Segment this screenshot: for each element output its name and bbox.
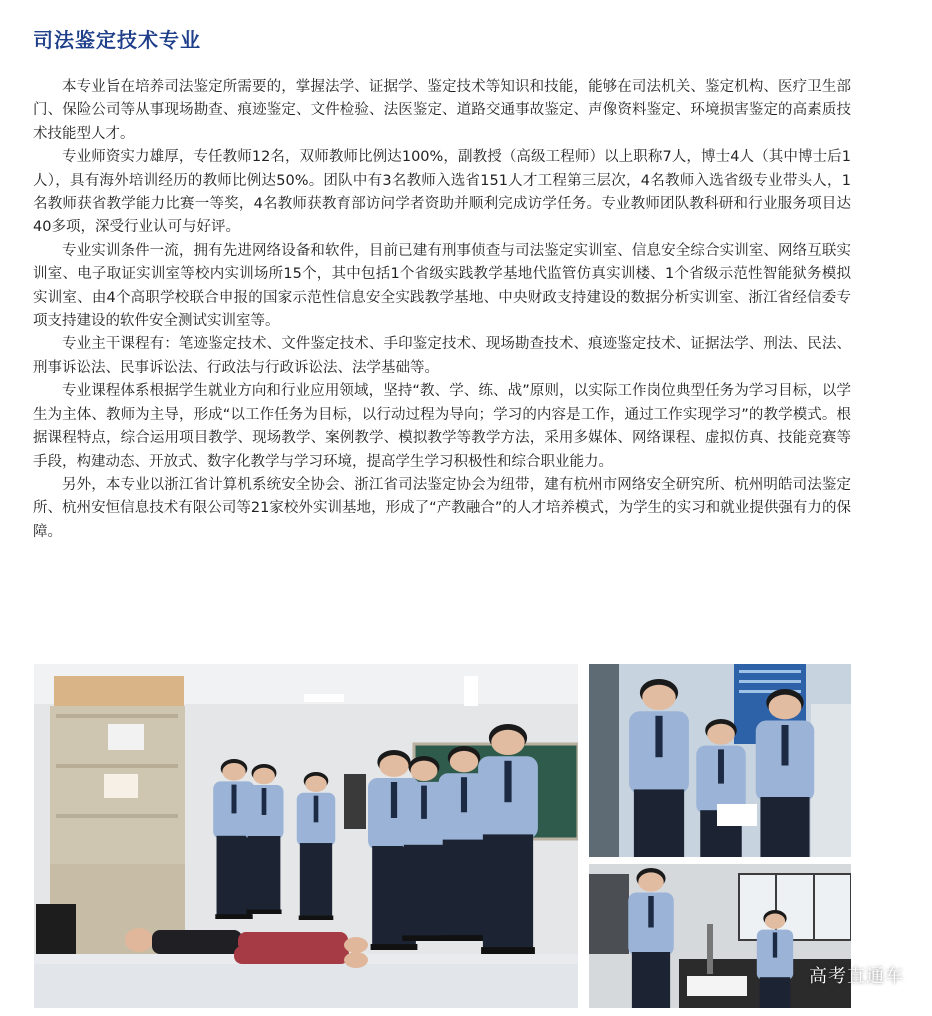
person-figure — [478, 724, 538, 954]
paragraph-courses: 专业主干课程有：笔迹鉴定技术、文件鉴定技术、手印鉴定技术、现场勘查技术、痕迹鉴定技术、证据法学、刑法、民法、刑事诉讼法、民事诉讼法、行政法与行政诉讼法、法学基础等。 — [33, 336, 851, 376]
training-lab-photo — [34, 664, 578, 1008]
person-figure — [245, 764, 284, 914]
paragraph-curriculum: 专业课程体系根据学生就业方向和行业应用领域，坚持“教、学、练、战”原则，以实际工作岗位典型任务为学习目标，以学生为主体、教师为主导，形成“以工作任务为目标，以行动过程为导向；学习的内容是工作，通过工作实现学习”的教学模式。根据课程特点，综合运用项目教学、现场教学、案例教学、模拟教学等教学方法，采用多媒体、网络课程、虚拟仿真、技能竞赛等手段，构建动态、开放式、数字化教学与学习环境，提高学生学习积极性和综合职业能力。 — [33, 383, 851, 470]
article-body — [33, 76, 851, 544]
section-title: 司法鉴定技术专业 — [33, 28, 201, 52]
watermark-text: 高考直通车 — [809, 966, 904, 987]
person-figure — [297, 772, 335, 920]
document-examination-photo — [589, 664, 851, 857]
paragraph-intro: 本专业旨在培养司法鉴定所需要的，掌握法学、证据学、鉴定技术等知识和技能，能够在司法机关、鉴定机构、医疗卫生部门、保险公司等从事现场勘查、痕迹鉴定、文件检验、法医鉴定、道路交通事故鉴定、声像资料鉴定、环境损害鉴定的高素质技术技能型人才。 — [33, 79, 851, 142]
paragraph-faculty: 专业师资实力雄厚，专任教师12名，双师教师比例达100%，副教授（高级工程师）以上职称7人，博士4人（其中博士后1人），具有海外培训经历的教师比例达50%。团队中有3名教师入选省151人才工程第三层次，4名教师入选省级专业带头人，1名教师获省教学能力比赛一等奖，4名教师获教育部访问学者资助并顺利完成访学任务。专业教师团队教科研和行业服务项目达40多项，深受行业认可与好评。 — [33, 149, 851, 236]
paragraph-facilities: 专业实训条件一流，拥有先进网络设备和软件，目前已建有刑事侦查与司法鉴定实训室、信息安全综合实训室、网络互联实训室、电子取证实训室等校内实训场所15个，其中包括1个省级实践教学基地代监管仿真实训楼、1个省级示范性智能狱务模拟实训室、由4个高职学校联合申报的国家示范性信息安全实践教学基地、中央财政支持建设的数据分析实训室、浙江省经信委专项支持建设的软件安全测试实训室等。 — [33, 242, 851, 330]
paragraph-partners: 另外，本专业以浙江省计算机系统安全协会、浙江省司法鉴定协会为纽带，建有杭州市网络安全研究所、杭州明皓司法鉴定所、杭州安恒信息技术有限公司等21家校外实训基地，形成了“产教融合”的人才培养模式，为学生的实习和就业提供强有力的保障。 — [33, 476, 851, 540]
